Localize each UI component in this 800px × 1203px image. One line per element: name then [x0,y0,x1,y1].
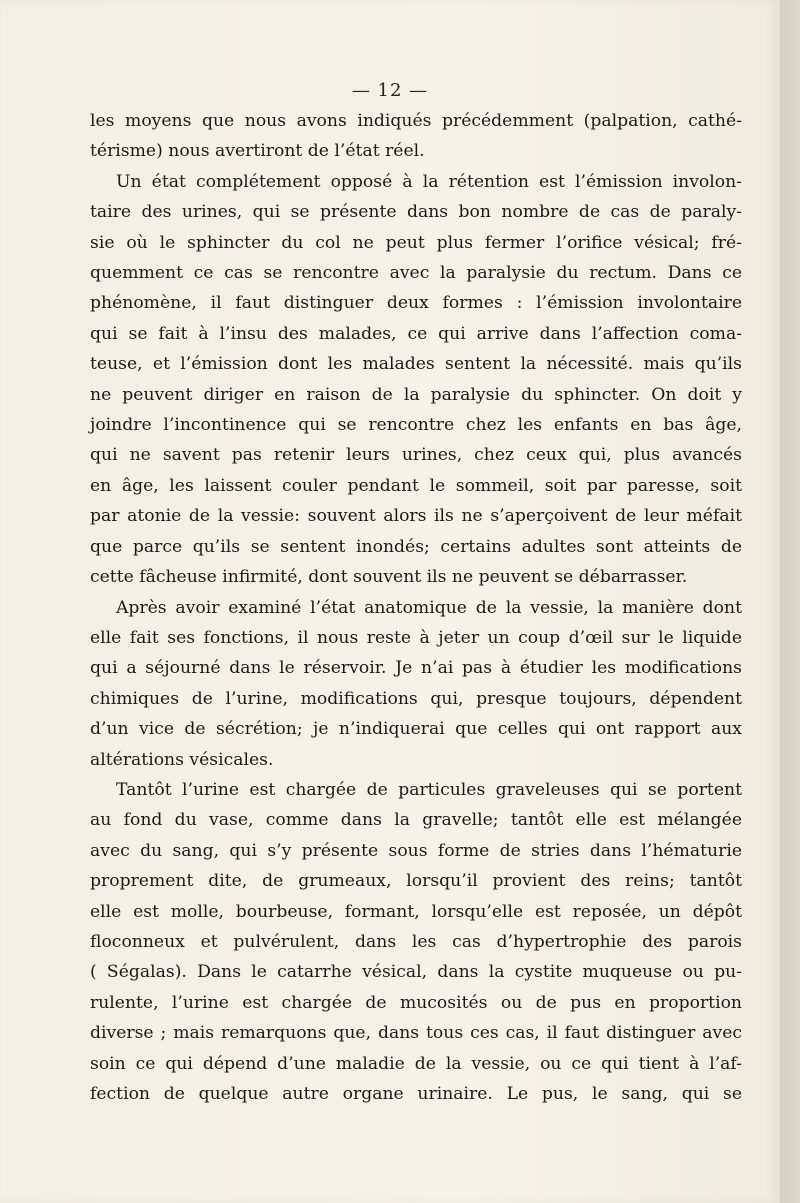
text-line: proprement dite, de grumeaux, lorsqu’il provient des reins; tantôt [90,871,742,892]
text-line: Un état complétement opposé à la rétention est l’émission involon- [116,171,742,192]
text-line: qui se fait à l’insu des malades, ce qui arrive dans l’affection coma- [90,323,742,344]
text-line: Tantôt l’urine est chargée de particules graveleuses qui se portent [116,779,742,800]
text-line: rulente, l’urine est chargée de mucosités ou de pus en proportion [90,992,742,1013]
text-line: elle est molle, bourbeuse, formant, lorsqu’elle est reposée, un dépôt [90,901,742,922]
text-line: par atonie de la vessie: souvent alors ils ne s’aperçoivent de leur méfait [90,506,742,527]
text-line: térisme) nous avertiront de l’état réel. [90,141,425,162]
text-line: ( Ségalas). Dans le catarrhe vésical, dans la cystite muqueuse ou pu- [90,962,742,983]
text-line: soin ce qui dépend d’une maladie de la vessie, ou ce qui tient à l’af- [90,1053,742,1074]
text-line: phénomène, il faut distinguer deux formes : l’émission involontaire [90,293,742,314]
body-text [90,106,742,1109]
page-number: — 12 — [351,80,429,101]
text-line: les moyens que nous avons indiqués précédemment (palpation, cathé- [90,111,742,131]
paragraph-2 [90,167,742,593]
paragraph-1 [90,106,742,167]
text-line: sie où le sphincter du col ne peut plus fermer l’orifice vésical; fré- [90,232,742,253]
text-line: elle fait ses fonctions, il nous reste à jeter un coup d’œil sur le liquide [90,627,742,648]
text-line: cette fâcheuse infirmité, dont souvent ils ne peuvent se débarrasser. [90,567,688,588]
text-line: en âge, les laissent couler pendant le sommeil, soit par paresse, soit [90,475,742,496]
text-line: Après avoir examiné l’état anatomique de la vessie, la manière dont [116,597,742,618]
page-edge [780,0,800,1203]
paragraph-3 [90,593,742,775]
text-line: fection de quelque autre organe urinaire. Le pus, le sang, qui se [90,1084,742,1104]
text-line: au fond du vase, comme dans la gravelle; tantôt elle est mélangée [90,810,742,831]
text-line: quemment ce cas se rencontre avec la paralysie du rectum. Dans ce [90,263,742,284]
text-line: chimiques de l’urine, modifications qui, presque toujours, dépendent [90,688,742,709]
text-line: qui ne savent pas retenir leurs urines, chez ceux qui, plus avancés [90,445,742,466]
text-line: que parce qu’ils se sentent inondés; certains adultes sont atteints de [90,536,742,557]
text-line: diverse ; mais remarquons que, dans tous ces cas, il faut distinguer avec [90,1023,742,1044]
text-line: qui a séjourné dans le réservoir. Je n’ai pas à étudier les modifications [90,658,742,679]
text-line: joindre l’incontinence qui se rencontre chez les enfants en bas âge, [90,415,742,436]
text-line: taire des urines, qui se présente dans bon nombre de cas de paraly- [90,202,742,223]
text-line: d’un vice de sécrétion; je n’indiquerai que celles qui ont rapport aux [90,719,742,740]
text-line: avec du sang, qui s’y présente sous forme de stries dans l’hématurie [90,840,742,861]
text-line: altérations vésicales. [90,749,274,770]
text-line: ne peuvent diriger en raison de la paralysie du sphincter. On doit y [90,384,742,405]
text-line: teuse, et l’émission dont les malades sentent la nécessité. mais qu’ils [90,354,742,375]
paragraph-4 [90,775,742,1109]
text-line: floconneux et pulvérulent, dans les cas d’hypertrophie des parois [90,931,742,952]
